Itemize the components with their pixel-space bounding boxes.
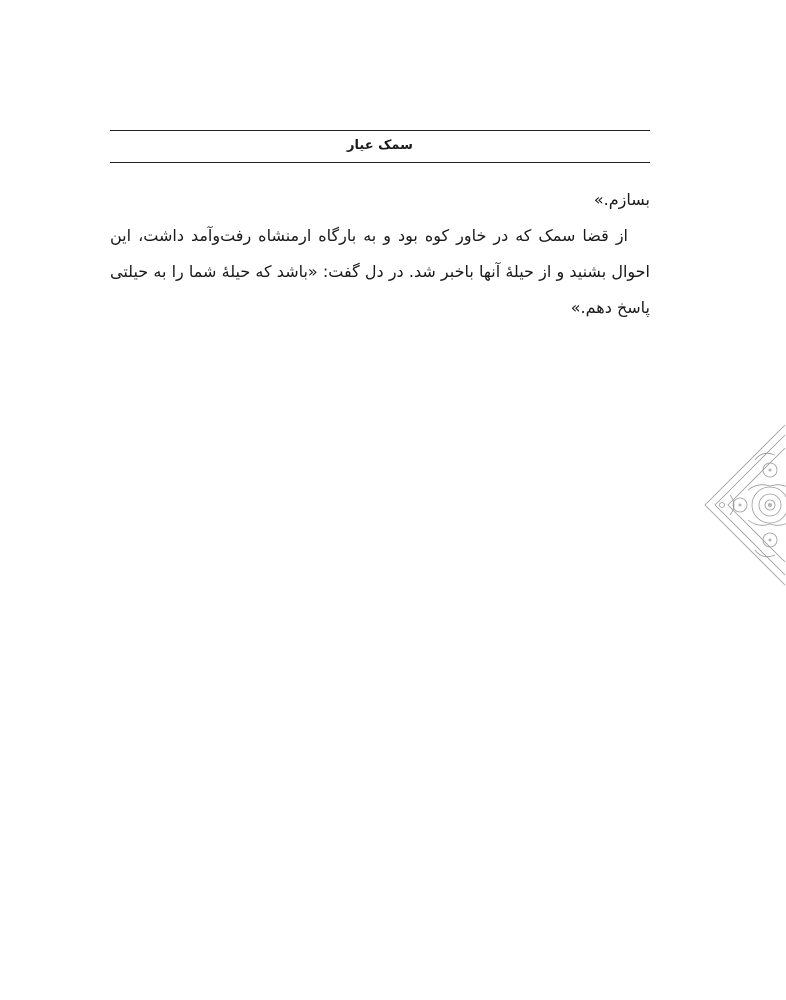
body-text xyxy=(110,182,650,326)
header-rule-bottom xyxy=(110,162,650,163)
paragraph: از قضا سمک که در خاور کوه بود و به بارگاه ارمنشاه رفت‌وآمد داشت، این احوال بشنید و از حیلهٔ آنها باخبر شد. در دل گفت: «باشد که حیلهٔ شما را به حیلتی پاسخ دهم.» xyxy=(110,226,650,317)
paragraph-continuation: بسازم.» xyxy=(593,190,650,209)
header-rule-top xyxy=(110,130,650,131)
running-head-title: سمک عیار xyxy=(347,138,413,153)
running-head xyxy=(110,128,650,166)
arabesque-ornament-icon xyxy=(700,420,786,590)
